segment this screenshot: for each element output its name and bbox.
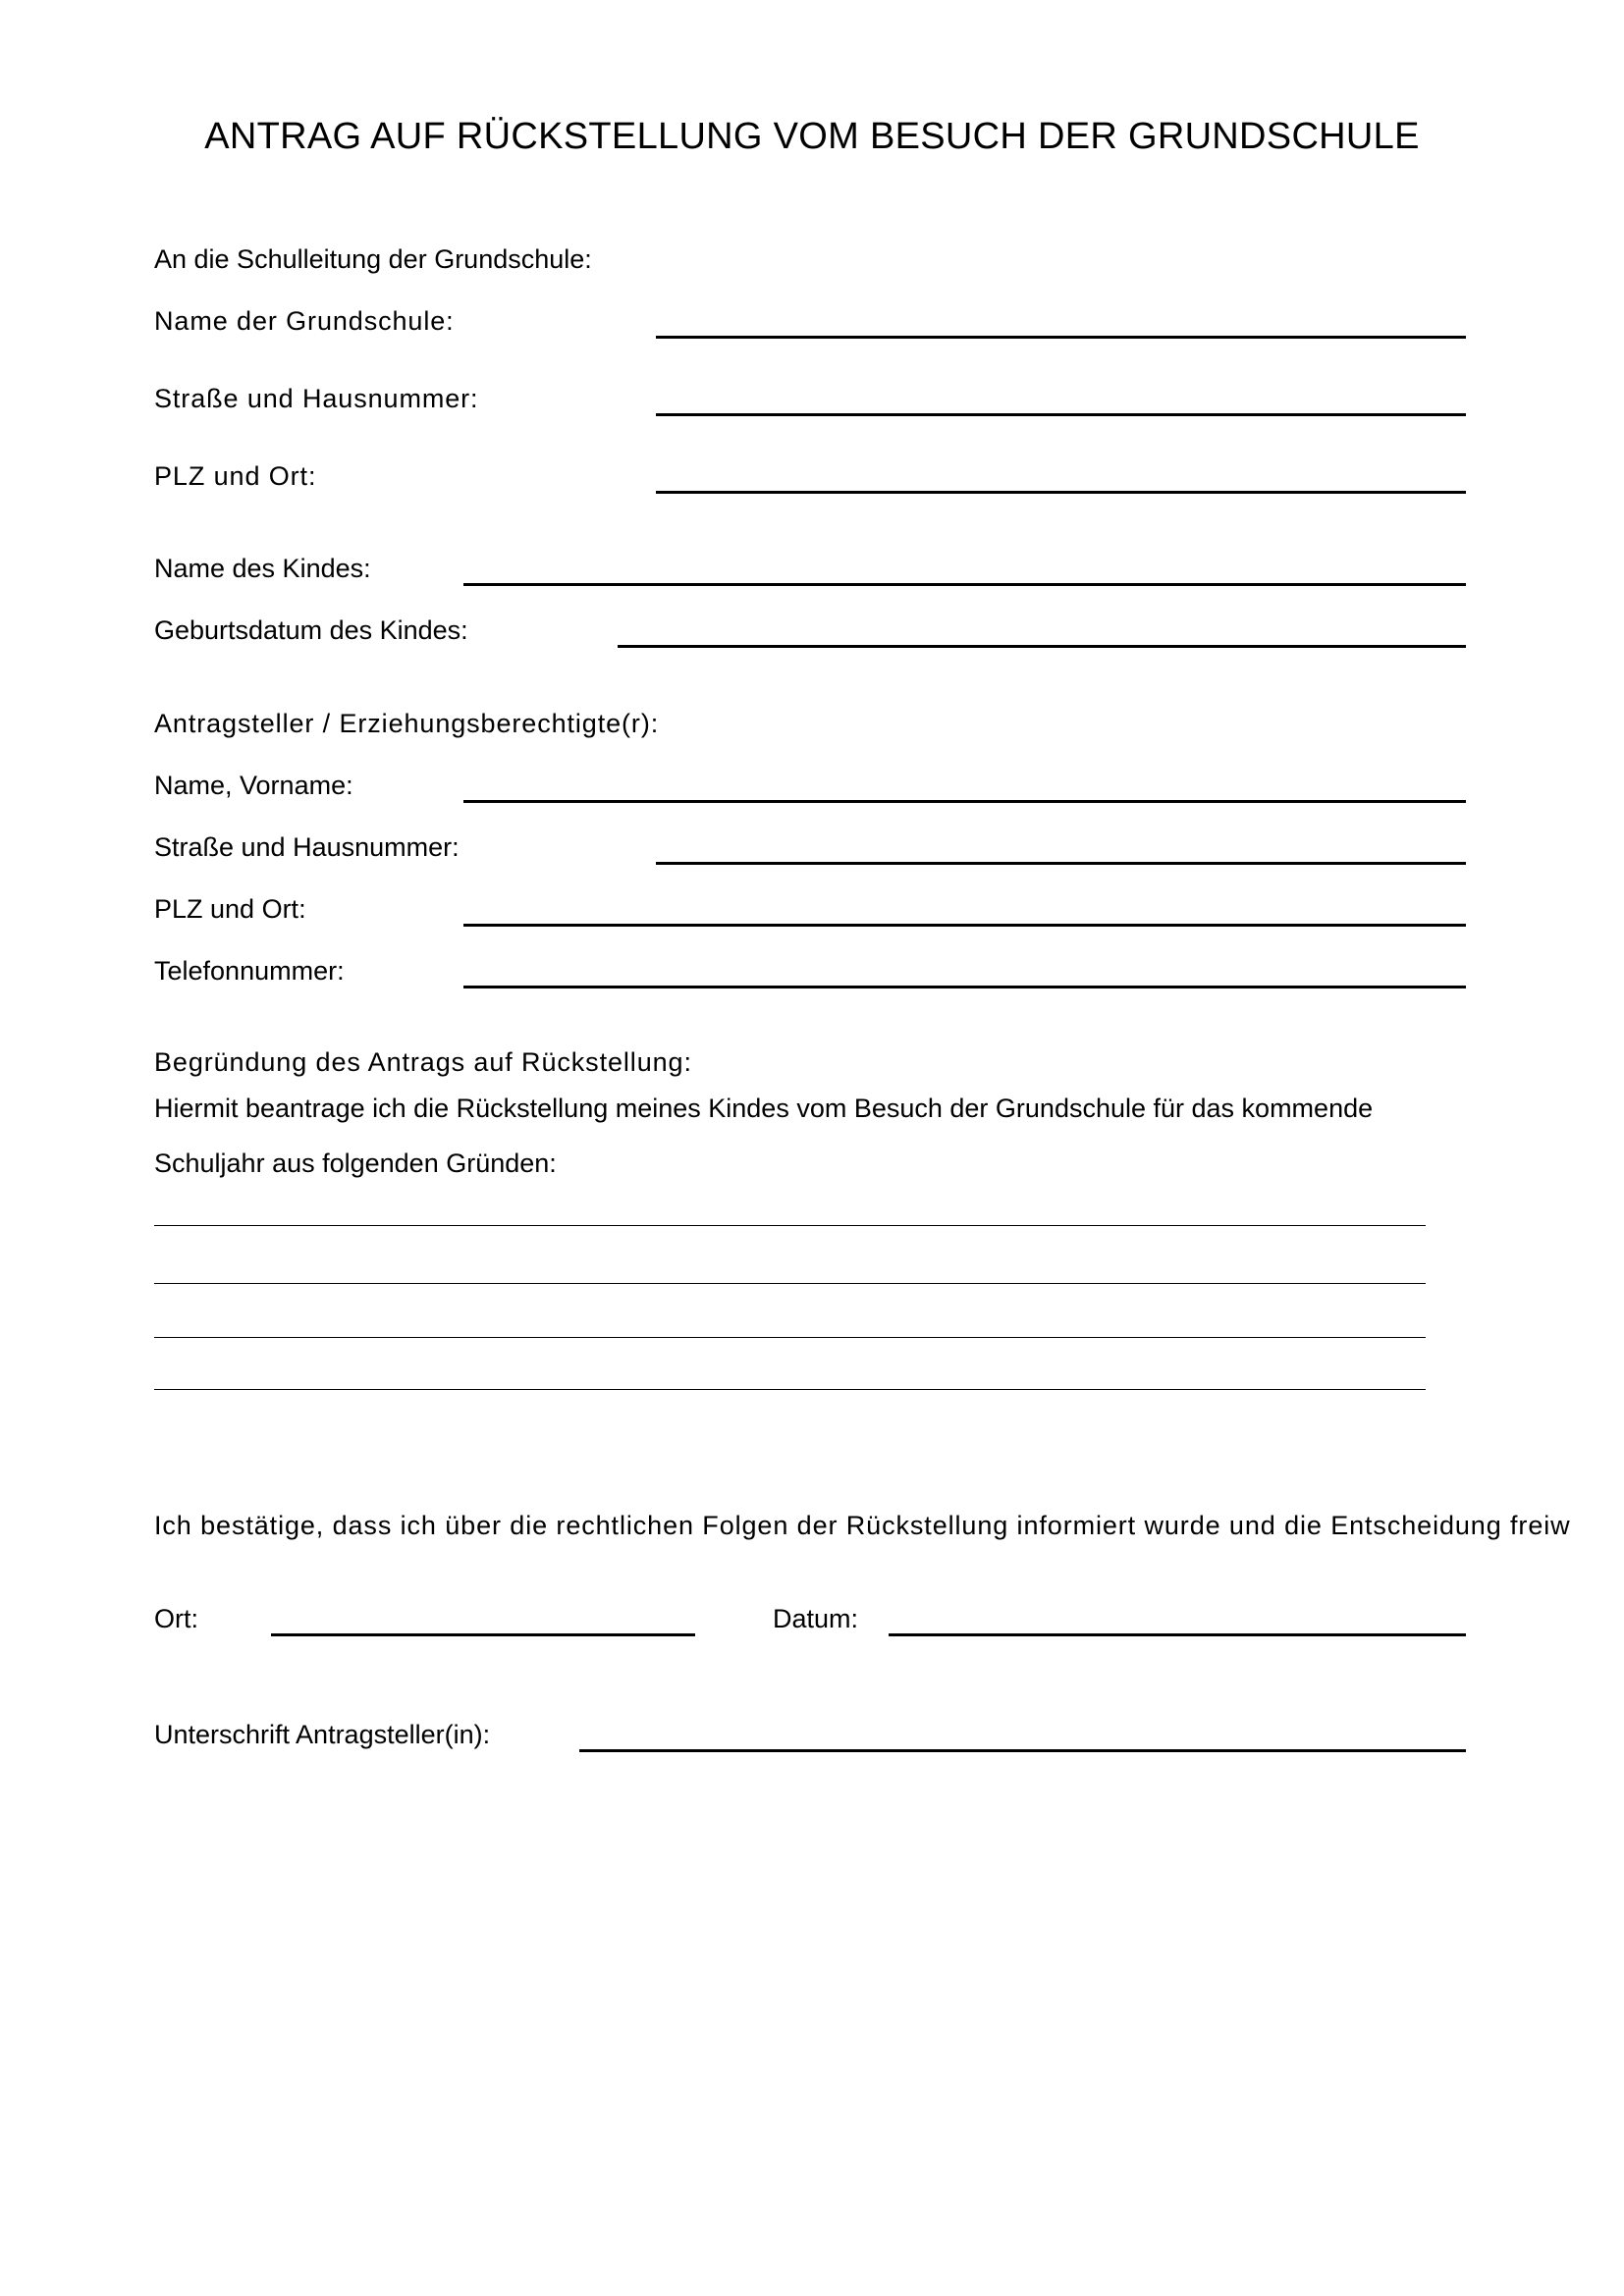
school-city-label: PLZ und Ort: — [154, 461, 317, 491]
reason-line-3[interactable] — [154, 1337, 1426, 1338]
applicant-phone-label: Telefonnummer: — [154, 956, 345, 986]
signature-label: Unterschrift Antragsteller(in): — [154, 1720, 491, 1749]
school-section-heading: An die Schulleitung der Grundschule: — [154, 244, 592, 274]
school-city-field[interactable] — [656, 491, 1466, 494]
reason-text-line-2: Schuljahr aus folgenden Gründen: — [154, 1148, 557, 1178]
reason-text-line-1: Hiermit beantrage ich die Rückstellung meines Kindes vom Besuch der Grundschule für das kommende — [154, 1094, 1374, 1123]
applicant-city-label: PLZ und Ort: — [154, 894, 306, 924]
applicant-city-field[interactable] — [463, 924, 1466, 927]
applicant-street-field[interactable] — [656, 862, 1466, 865]
school-street-label: Straße und Hausnummer: — [154, 384, 479, 413]
applicant-section-heading: Antragsteller / Erziehungsberechtigte(r): — [154, 709, 660, 738]
reason-line-4[interactable] — [154, 1389, 1426, 1390]
child-birthdate-label: Geburtsdatum des Kindes: — [154, 615, 468, 645]
reason-line-2[interactable] — [154, 1283, 1426, 1284]
applicant-name-label: Name, Vorname: — [154, 771, 353, 800]
date-label: Datum: — [773, 1604, 859, 1633]
applicant-name-field[interactable] — [463, 800, 1466, 803]
school-name-field[interactable] — [656, 336, 1466, 339]
school-street-field[interactable] — [656, 413, 1466, 416]
place-label: Ort: — [154, 1604, 198, 1633]
school-name-label: Name der Grundschule: — [154, 306, 455, 336]
confirmation-text: Ich bestätige, dass ich über die rechtlichen Folgen der Rückstellung informiert wurde und die Entscheidung freiw — [154, 1511, 1571, 1540]
document-title: ANTRAG AUF RÜCKSTELLUNG VOM BESUCH DER GRUNDSCHULE — [204, 116, 1420, 157]
child-name-field[interactable] — [463, 583, 1466, 586]
applicant-street-label: Straße und Hausnummer: — [154, 832, 460, 862]
reason-line-1[interactable] — [154, 1225, 1426, 1226]
child-name-label: Name des Kindes: — [154, 554, 371, 583]
reason-section-heading: Begründung des Antrags auf Rückstellung: — [154, 1047, 692, 1077]
place-field[interactable] — [271, 1633, 695, 1636]
signature-field[interactable] — [579, 1749, 1466, 1752]
child-birthdate-field[interactable] — [618, 645, 1466, 648]
date-field[interactable] — [889, 1633, 1466, 1636]
applicant-phone-field[interactable] — [463, 986, 1466, 988]
